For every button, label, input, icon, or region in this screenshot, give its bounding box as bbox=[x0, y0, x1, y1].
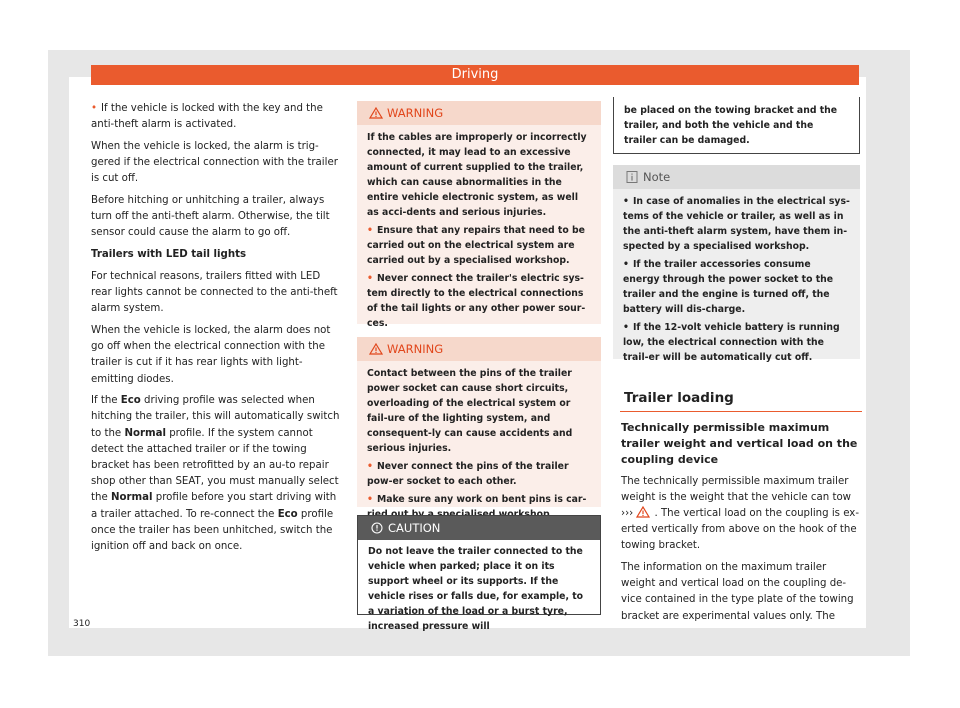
column-left bbox=[91, 101, 341, 561]
warning-header: WARNING bbox=[357, 337, 601, 361]
list-item: • Never connect the trailer's electric sys-tem directly to the electrical connections of the tail lights or any other power sour-ces. bbox=[367, 271, 591, 331]
caution-text: Do not leave the trailer connected to the vehicle when parked; place it on its support wheel or its supports. If the vehicle rises or falls due, for example, to a variation of the load or a burst tyre, increased pressure will bbox=[368, 546, 584, 632]
subheading: Trailers with LED tail lights bbox=[91, 249, 247, 261]
warning-header: WARNING bbox=[357, 101, 601, 125]
list-item: • If the 12-volt vehicle battery is running low, the electrical connection with the trail-er will be automatically cut off. bbox=[623, 320, 850, 365]
info-icon bbox=[625, 171, 639, 183]
column-right bbox=[621, 420, 859, 630]
page-number: 310 bbox=[73, 619, 91, 629]
note-box bbox=[613, 165, 860, 363]
warning-triangle-icon bbox=[369, 107, 383, 119]
list-item: • If the trailer accessories consume energy through the power socket to the trailer and the engine is turned off, the battery will dis-charge. bbox=[623, 257, 850, 317]
caution-box bbox=[357, 515, 601, 632]
list-item: • In case of anomalies in the electrical sys-tems of the vehicle or trailer, as well as in the anti-theft alarm system, have them in-spected by a specialised workshop. bbox=[623, 194, 850, 254]
list-item: • Ensure that any repairs that need to be carried out on the electrical system are carried out by a specialised workshop. bbox=[367, 223, 591, 268]
caution-box-continued bbox=[613, 97, 860, 154]
warning-triangle-icon bbox=[636, 506, 650, 518]
paragraph: Before hitching or unhitching a trailer, always turn off the anti-theft alarm. Otherwise, the tilt sensor could cause the alarm to go off. bbox=[91, 195, 330, 239]
paragraph: The technically permissible maximum trailer weight is the weight that the vehicle can tow ››› . The vertical load on the coupling is ex-erted vertically from above on the hook of the towing bracket. bbox=[621, 475, 860, 552]
warning-box bbox=[357, 101, 601, 329]
section-title: Trailer loading bbox=[620, 385, 862, 412]
warning-text: If the cables are improperly or incorrectly connected, it may lead to an excessive amount of current supplied to the trailer, which can cause abnormalities in the entire vehicle electronic system, as well as acci-dents and serious injuries. bbox=[367, 132, 587, 218]
paragraph: When the vehicle is locked, the alarm does not go off when the electrical connection with the trailer is cut if it has rear lights with light-emitting diodes. bbox=[91, 324, 331, 385]
warning-text: Contact between the pins of the trailer power socket can cause short circuits, overloading of the electrical system or fail-ure of the lighting system, and consequent-ly can cause accidents and serious injuries. bbox=[367, 368, 573, 454]
page-header: Driving bbox=[91, 65, 859, 85]
caution-header: CAUTION bbox=[358, 516, 600, 540]
caution-circle-icon bbox=[370, 522, 384, 534]
paragraph: If the Eco driving profile was selected when hitching the trailer, this will automatically switch to the Normal profile. If the system cannot detect the attached trailer or if the towing bracket has been retrofitted by an au-to repair shop other than SEAT, you must manually select the Normal profile before you start driving with a trailer attached. To re-connect the Eco profile once the trailer has been unhitched, switch the ignition off and back on once. bbox=[91, 395, 340, 553]
caution-text: be placed on the towing bracket and the trailer, and both the vehicle and the trailer can be damaged. bbox=[624, 105, 838, 146]
paragraph: When the vehicle is locked, the alarm is trig-gered if the electrical connection with the trailer is cut off. bbox=[91, 140, 338, 185]
paragraph: • If the vehicle is locked with the key and the anti-theft alarm is activated. bbox=[91, 101, 341, 133]
subheading: Technically permissible maximum trailer weight and vertical load on the coupling device bbox=[621, 421, 858, 466]
list-item: • Never connect the pins of the trailer pow-er socket to each other. bbox=[367, 459, 591, 489]
warning-box bbox=[357, 337, 601, 507]
paragraph: The information on the maximum trailer weight and vertical load on the coupling de-vice contained in the type plate of the towing bracket are experimental values only. The bbox=[621, 562, 854, 622]
note-header: Note bbox=[613, 165, 860, 189]
paragraph: For technical reasons, trailers fitted with LED rear lights cannot be connected to the anti-theft alarm system. bbox=[91, 270, 338, 315]
list-item: • Make sure any work on bent pins is car- bbox=[367, 492, 591, 522]
cross-reference-arrows[interactable]: ››› bbox=[621, 507, 634, 519]
warning-triangle-icon bbox=[369, 343, 383, 355]
